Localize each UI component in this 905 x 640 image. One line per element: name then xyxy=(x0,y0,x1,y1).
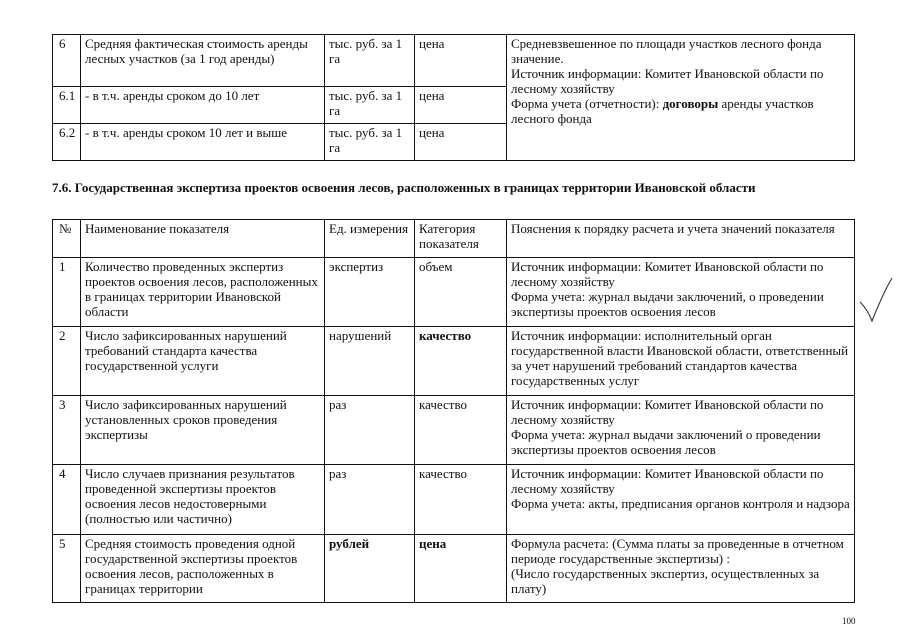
note-line: Средневзвешенное по площади участков лесного фонда значение. xyxy=(511,36,822,66)
table-row xyxy=(53,535,855,603)
note-line: Форма учета: акты, предписания органов контроля и надзора xyxy=(511,496,850,511)
row-number: 6.2 xyxy=(53,124,81,161)
note-cell xyxy=(507,535,855,603)
note-line: (Число государственных экспертиз, осуществленных за плату) xyxy=(511,566,820,596)
category-cell: качество xyxy=(415,327,507,396)
row-number: 2 xyxy=(53,327,81,396)
note-line: Источник информации: Комитет Ивановской области по лесному хозяйству xyxy=(511,466,824,496)
table-header-row xyxy=(53,220,855,258)
table-row xyxy=(53,465,855,535)
note-line: Форма учета: журнал выдачи заключений о проведении экспертизы проектов освоения лесов xyxy=(511,427,821,457)
unit-cell: тыс. руб. за 1 га xyxy=(325,35,415,87)
unit-cell: рублей xyxy=(325,535,415,603)
unit-cell: тыс. руб. за 1 га xyxy=(325,124,415,161)
header-unit: Ед. измерения xyxy=(325,220,415,258)
category-cell: цена xyxy=(415,87,507,124)
row-number: 3 xyxy=(53,396,81,465)
indicator-name: - в т.ч. аренды сроком 10 лет и выше xyxy=(81,124,325,161)
note-cell xyxy=(507,396,855,465)
header-note: Пояснения к порядку расчета и учета значений показателя xyxy=(507,220,855,258)
handwritten-check-mark-icon xyxy=(858,276,894,324)
table-row xyxy=(53,35,855,87)
unit-cell: нарушений xyxy=(325,327,415,396)
row-number: 5 xyxy=(53,535,81,603)
category-cell: цена xyxy=(415,535,507,603)
indicator-name: Число зафиксированных нарушений установленных сроков проведения экспертизы xyxy=(81,396,325,465)
table-row xyxy=(53,327,855,396)
header-num: № xyxy=(53,220,81,258)
unit-cell: раз xyxy=(325,465,415,535)
unit-cell: экспертиз xyxy=(325,258,415,327)
note-cell xyxy=(507,327,855,396)
indicator-name: Средняя стоимость проведения одной государственной экспертизы проектов освоения лесов, расположенных в границах территории xyxy=(81,535,325,603)
note-line: Источник информации: исполнительный орган государственной власти Ивановской области, ответственный за учет нарушений требований стандартов качества государственных услуг xyxy=(511,328,849,388)
row-number: 4 xyxy=(53,465,81,535)
indicator-table-continued xyxy=(52,34,855,161)
note-line: Источник информации: Комитет Ивановской области по лесному хозяйству xyxy=(511,259,824,289)
note-cell xyxy=(507,465,855,535)
unit-cell: раз xyxy=(325,396,415,465)
table-row xyxy=(53,258,855,327)
category-cell: цена xyxy=(415,124,507,161)
indicator-name: Число зафиксированных нарушений требований стандарта качества государственной услуги xyxy=(81,327,325,396)
expertise-indicator-table xyxy=(52,219,855,603)
row-number: 6.1 xyxy=(53,87,81,124)
section-title: 7.6. Государственная экспертиза проектов освоения лесов, расположенных в границах территории Ивановской области xyxy=(52,180,756,195)
note-line: Формула расчета: (Сумма платы за проведенные в отчетном периоде государственные экспертизы) : xyxy=(511,536,844,566)
category-cell: цена xyxy=(415,35,507,87)
category-cell: объем xyxy=(415,258,507,327)
indicator-name: Число случаев признания результатов проведенной экспертизы проектов освоения лесов недостоверными (полностью или частично) xyxy=(81,465,325,535)
note-line: Источник информации: Комитет Ивановской области по лесному хозяйству xyxy=(511,397,824,427)
note-line: Форма учета: журнал выдачи заключений, о проведении экспертизы проектов освоения лесов xyxy=(511,289,824,319)
row-number: 6 xyxy=(53,35,81,87)
table-row xyxy=(53,396,855,465)
indicator-name: Средняя фактическая стоимость аренды лесных участков (за 1 год аренды) xyxy=(81,35,325,87)
note-cell xyxy=(507,258,855,327)
page-number: 100 xyxy=(842,616,856,626)
note-line: Форма учета (отчетности): договоры аренды участков лесного фонда xyxy=(511,96,814,126)
indicator-name: Количество проведенных экспертиз проектов освоения лесов, расположенных в границах территории Ивановской области xyxy=(81,258,325,327)
indicator-name: - в т.ч. аренды сроком до 10 лет xyxy=(81,87,325,124)
row-number: 1 xyxy=(53,258,81,327)
note-cell xyxy=(507,35,855,161)
category-cell: качество xyxy=(415,396,507,465)
header-name: Наименование показателя xyxy=(81,220,325,258)
category-cell: качество xyxy=(415,465,507,535)
unit-cell: тыс. руб. за 1 га xyxy=(325,87,415,124)
header-category: Категория показателя xyxy=(415,220,507,258)
note-line: Источник информации: Комитет Ивановской области по лесному хозяйству xyxy=(511,66,824,96)
